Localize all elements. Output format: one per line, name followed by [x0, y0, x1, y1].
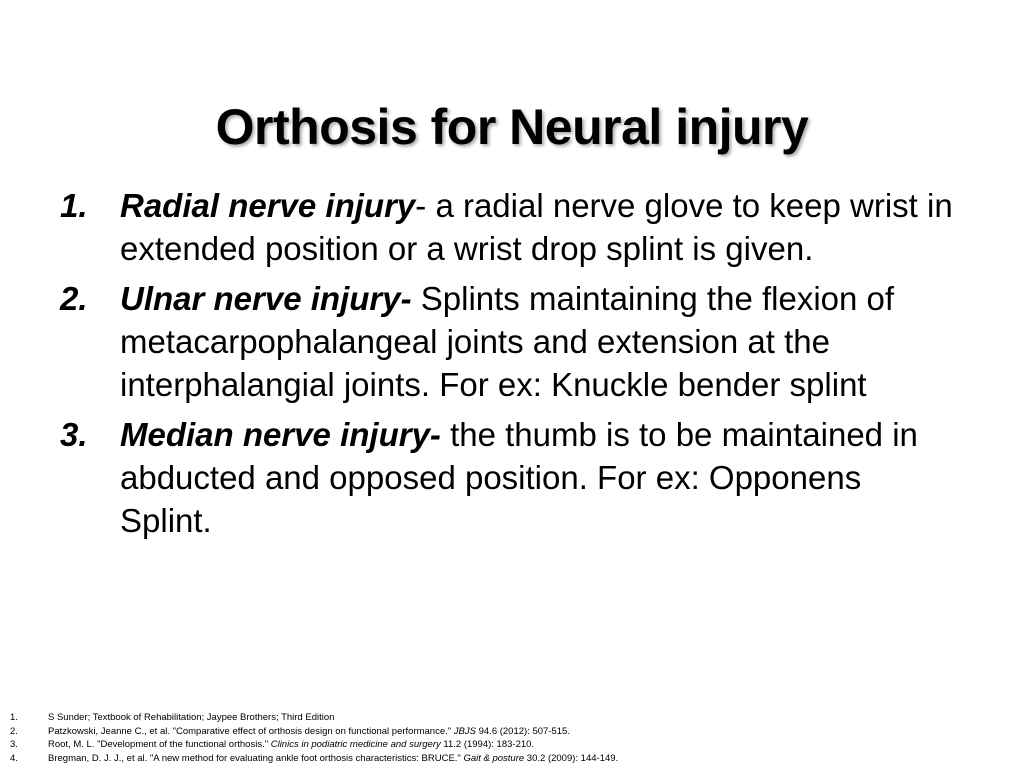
list-number: 2. — [60, 280, 88, 317]
reference-item — [0, 725, 1024, 739]
reference-item — [0, 711, 1024, 725]
reference-text: S Sunder; Textbook of Rehabilitation; Jaypee Brothers; Third Edition — [48, 712, 335, 723]
reference-journal: Clinics in podiatric medicine and surgery — [270, 739, 441, 750]
term-radial-nerve: Radial nerve injury — [120, 187, 416, 224]
description-ulnar-nerve: Splints maintaining the flexion of metacarpophalangeal joints and extension at the interphalangial joints. For ex: Knuckle bender splint — [120, 280, 895, 403]
term-ulnar-nerve: Ulnar nerve injury- — [120, 280, 412, 317]
list-number: 1. — [60, 187, 88, 224]
reference-journal: Gait & posture — [463, 752, 525, 764]
description-median-nerve: the thumb is to be maintained in abducted and opposed position. For ex: Opponens Splint. — [120, 416, 918, 539]
list-number: 3. — [60, 416, 88, 453]
slide-title: Orthosis for Neural injury — [215, 98, 809, 155]
references-list — [0, 711, 1024, 765]
reference-number: 1. — [10, 712, 18, 723]
reference-citation: 94.6 (2012): 507-515. — [475, 725, 570, 737]
list-item-ulnar — [56, 277, 956, 406]
list-item-radial — [56, 184, 956, 270]
reference-number: 3. — [10, 739, 18, 750]
reference-item — [0, 752, 1024, 766]
term-median-nerve: Median nerve injury- — [120, 416, 441, 453]
description-radial-nerve: - a radial nerve glove to keep wrist in extended position or a wrist drop splint is given. — [120, 187, 953, 267]
reference-citation: 11.2 (1994): 183-210. — [440, 739, 535, 750]
reference-text: Bregman, D. J. J., et al. "A new method for evaluating ankle foot orthosis characteristics: BRUCE." — [48, 752, 464, 764]
reference-text: Root, M. L. "Development of the functional orthosis." — [48, 739, 271, 750]
reference-number: 2. — [10, 725, 18, 737]
reference-citation: 30.2 (2009): 144-149. — [524, 752, 619, 764]
list-item-median — [56, 413, 956, 542]
reference-item — [0, 738, 1024, 752]
nerve-injury-list — [56, 184, 956, 549]
reference-journal: JBJS — [453, 725, 476, 737]
reference-text: Patzkowski, Jeanne C., et al. "Comparative effect of orthosis design on functional performance." — [48, 725, 454, 737]
reference-number: 4. — [10, 752, 18, 764]
